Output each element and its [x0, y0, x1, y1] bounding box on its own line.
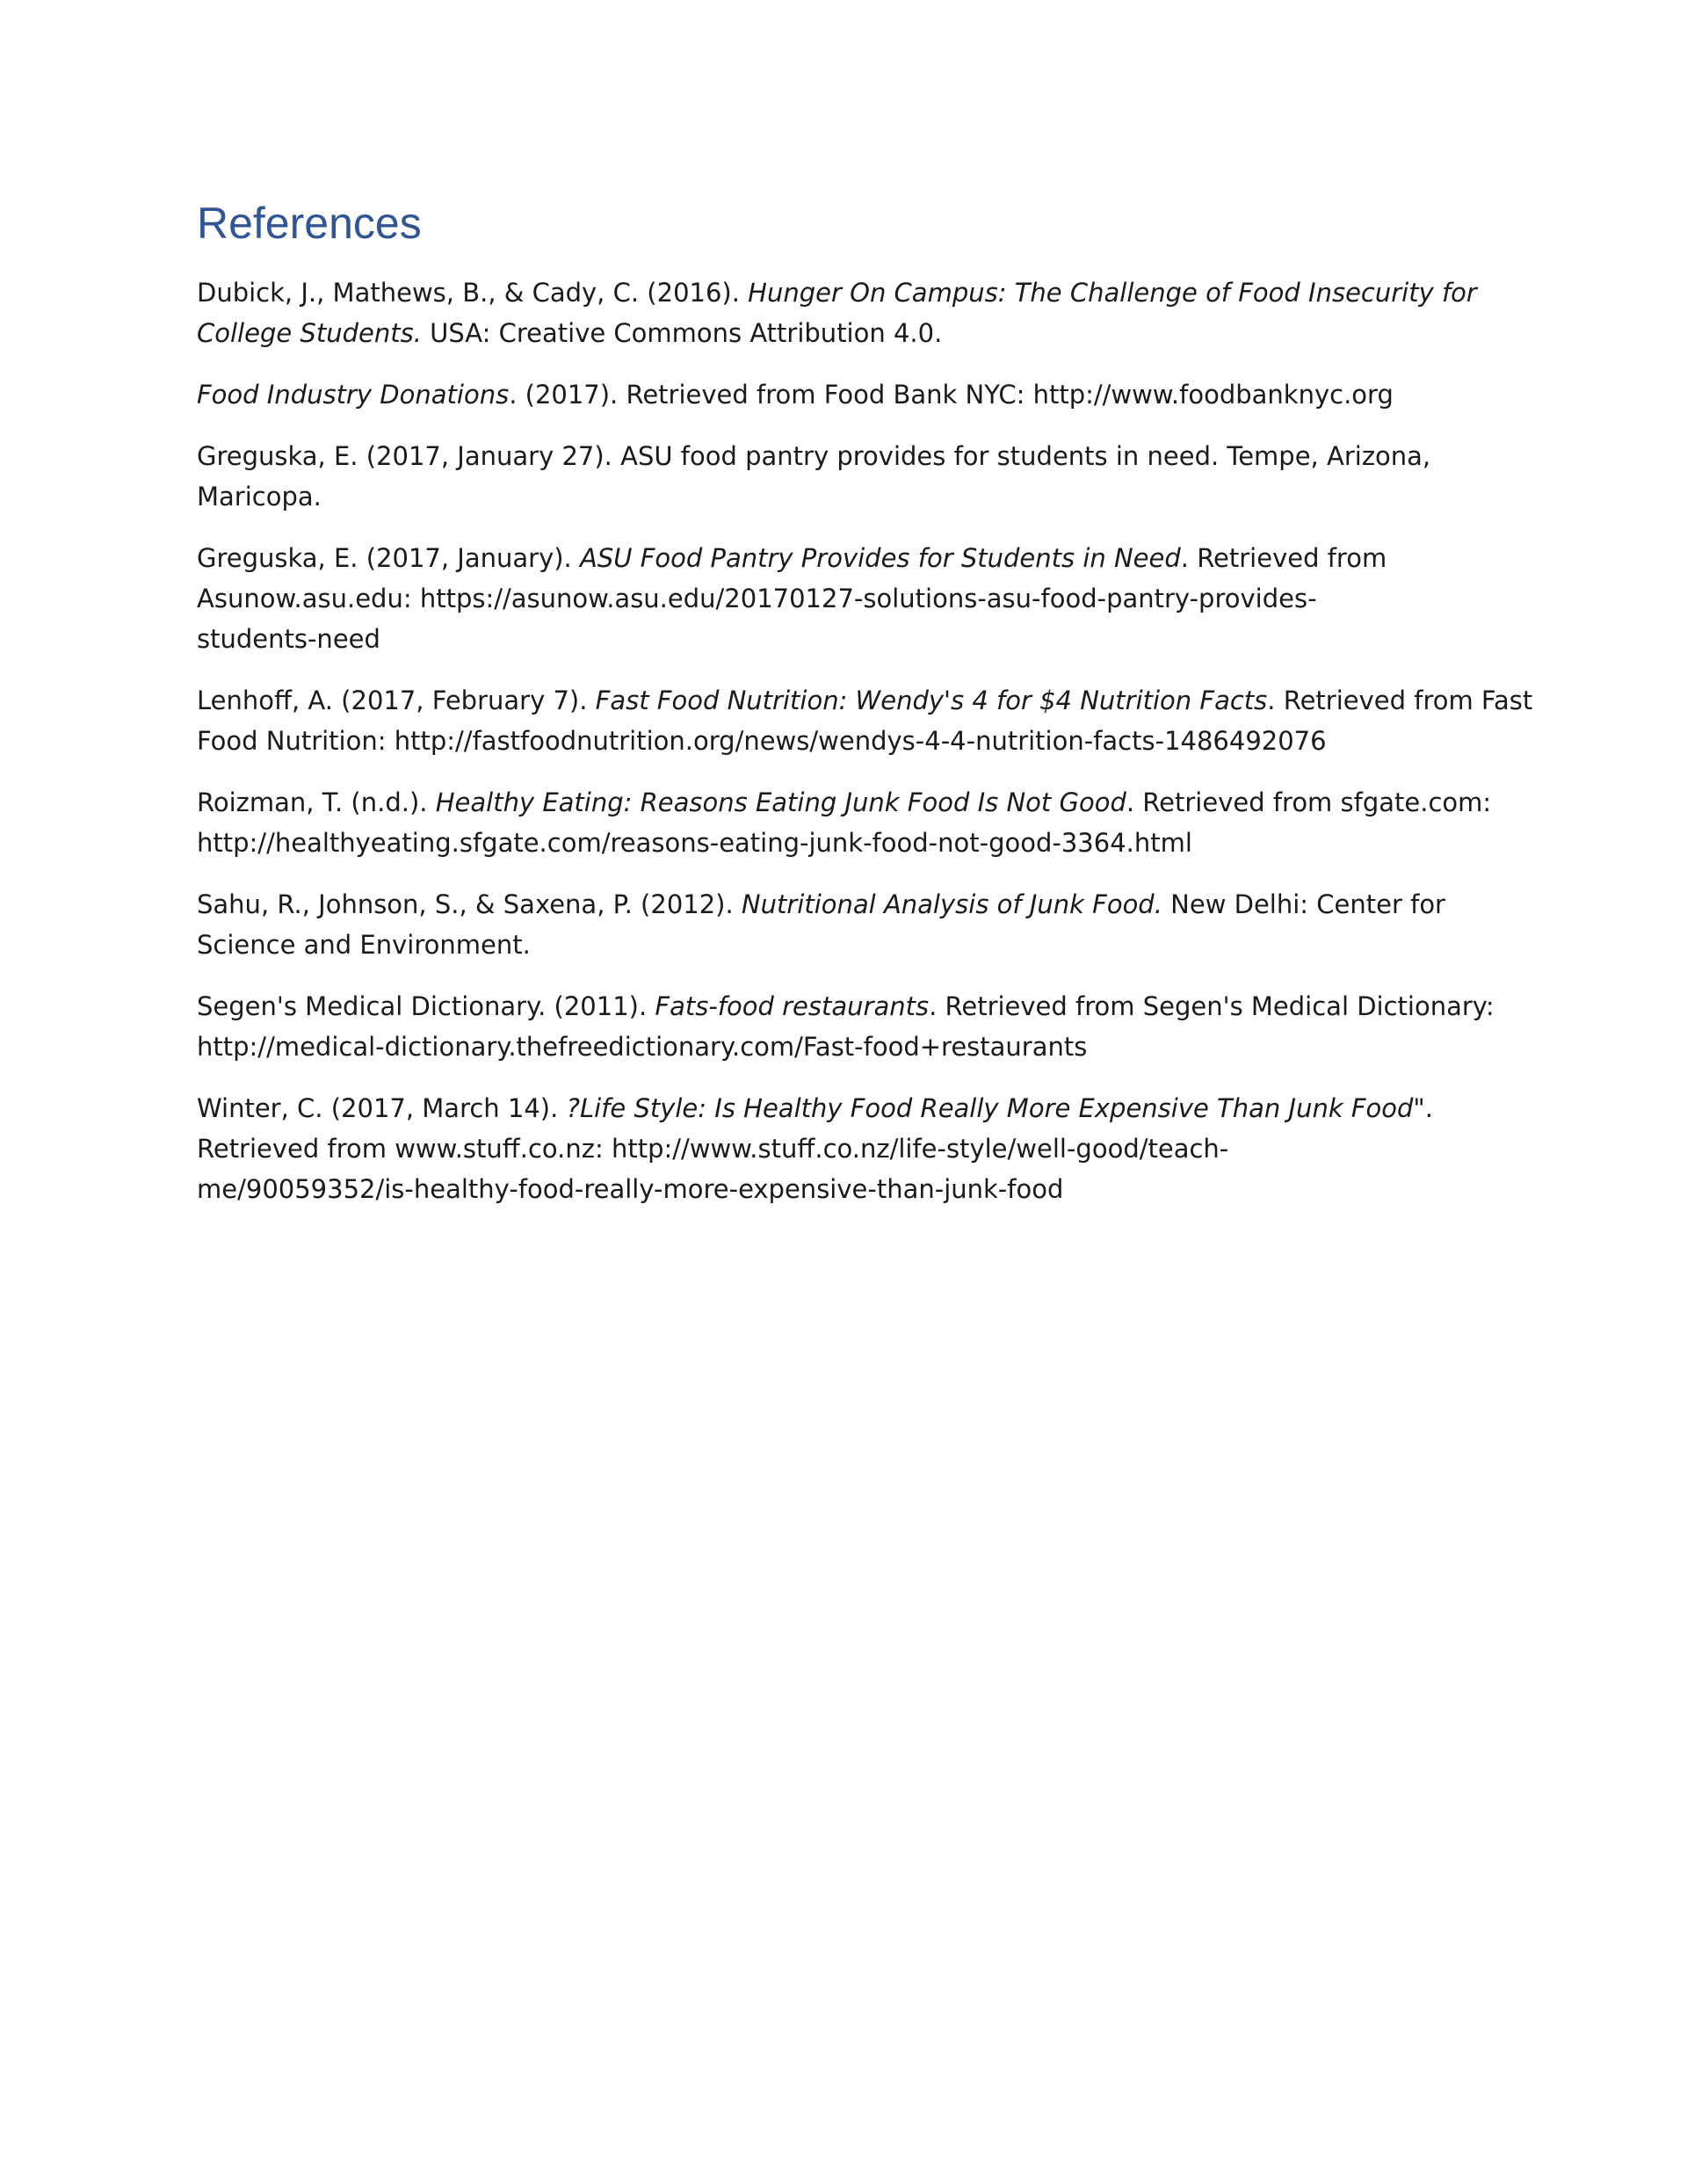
- reference-entry: [197, 782, 1515, 863]
- reference-line: [197, 721, 1515, 761]
- reference-text: Lenhoff, A. (2017, February 7).: [197, 686, 596, 715]
- reference-line: [197, 1169, 1515, 1209]
- reference-line: [197, 782, 1515, 823]
- reference-text: students-need: [197, 624, 380, 654]
- reference-title: Fats-food restaurants: [655, 991, 930, 1021]
- reference-line: [197, 619, 1515, 659]
- reference-line: [197, 578, 1515, 619]
- reference-text: . Retrieved from Segen's Medical Dictionary:: [929, 991, 1495, 1021]
- reference-line: [197, 1088, 1515, 1128]
- reference-text: http://healthyeating.sfgate.com/reasons-eating-junk-food-not-good-3364.html: [197, 828, 1192, 858]
- reference-text: http://medical-dictionary.thefreedictionary.com/Fast-food+restaurants: [197, 1032, 1088, 1062]
- reference-line: [197, 925, 1515, 965]
- reference-line: [197, 313, 1515, 353]
- reference-list: [197, 272, 1533, 1230]
- reference-entry: [197, 884, 1515, 965]
- reference-text: Greguska, E. (2017, January).: [197, 543, 580, 573]
- reference-text: Food Nutrition: http://fastfoodnutrition.org/news/wendys-4-4-nutrition-facts-1486492076: [197, 726, 1327, 756]
- reference-text: Retrieved from www.stuff.co.nz: http://www.stuff.co.nz/life-style/well-good/teach-: [197, 1134, 1229, 1164]
- reference-line: [197, 884, 1515, 925]
- reference-line: [197, 436, 1515, 476]
- reference-text: USA: Creative Commons Attribution 4.0.: [421, 318, 943, 348]
- reference-text: Dubick, J., Mathews, B., & Cady, C. (2016).: [197, 278, 749, 308]
- reference-title: Nutritional Analysis of Junk Food.: [741, 889, 1162, 919]
- reference-text: .: [1424, 1093, 1433, 1123]
- reference-title: Food Industry Donations: [197, 380, 510, 410]
- reference-entry: [197, 538, 1515, 659]
- reference-line: [197, 986, 1515, 1027]
- reference-text: Roizman, T. (n.d.).: [197, 787, 436, 817]
- reference-line: [197, 476, 1515, 517]
- reference-entry: [197, 680, 1533, 761]
- reference-text: Asunow.asu.edu: https://asunow.asu.edu/20170127-solutions-asu-food-pantry-provides-: [197, 584, 1317, 613]
- reference-text: Science and Environment.: [197, 930, 531, 960]
- reference-text: Greguska, E. (2017, January 27). ASU food pantry provides for students in need. Tempe, Arizona,: [197, 441, 1431, 471]
- reference-line: [197, 538, 1515, 578]
- page-title: References: [197, 199, 422, 248]
- reference-text: . Retrieved from: [1180, 543, 1387, 573]
- reference-entry: [197, 436, 1515, 517]
- reference-title: ASU Food Pantry Provides for Students in Need: [580, 543, 1181, 573]
- reference-line: [197, 680, 1533, 721]
- reference-line: [197, 1027, 1515, 1067]
- reference-text: . Retrieved from sfgate.com:: [1126, 787, 1492, 817]
- reference-text: me/90059352/is-healthy-food-really-more-expensive-than-junk-food: [197, 1174, 1064, 1204]
- reference-title: Hunger On Campus: The Challenge of Food Insecurity for: [748, 278, 1477, 308]
- reference-title: Healthy Eating: Reasons Eating Junk Food Is Not Good: [435, 787, 1126, 817]
- reference-text: New Delhi: Center for: [1162, 889, 1445, 919]
- reference-text: Maricopa.: [197, 482, 322, 512]
- reference-text: Segen's Medical Dictionary. (2011).: [197, 991, 655, 1021]
- reference-entry: [197, 986, 1515, 1067]
- reference-entry: [197, 374, 1515, 415]
- reference-line: [197, 272, 1515, 313]
- reference-title: College Students.: [197, 318, 422, 348]
- reference-text: Winter, C. (2017, March 14).: [197, 1093, 567, 1123]
- reference-line: [197, 1128, 1515, 1169]
- reference-entry: [197, 272, 1515, 353]
- reference-text: . Retrieved from Fast: [1267, 686, 1533, 715]
- reference-line: [197, 823, 1515, 863]
- reference-text: . (2017). Retrieved from Food Bank NYC: http://www.foodbanknyc.org: [509, 380, 1394, 410]
- reference-title: Fast Food Nutrition: Wendy's 4 for $4 Nutrition Facts: [595, 686, 1268, 715]
- reference-entry: [197, 1088, 1515, 1209]
- reference-text: Sahu, R., Johnson, S., & Saxena, P. (2012).: [197, 889, 742, 919]
- reference-line: [197, 374, 1515, 415]
- reference-title: ?Life Style: Is Healthy Food Really More Expensive Than Junk Food": [566, 1093, 1425, 1123]
